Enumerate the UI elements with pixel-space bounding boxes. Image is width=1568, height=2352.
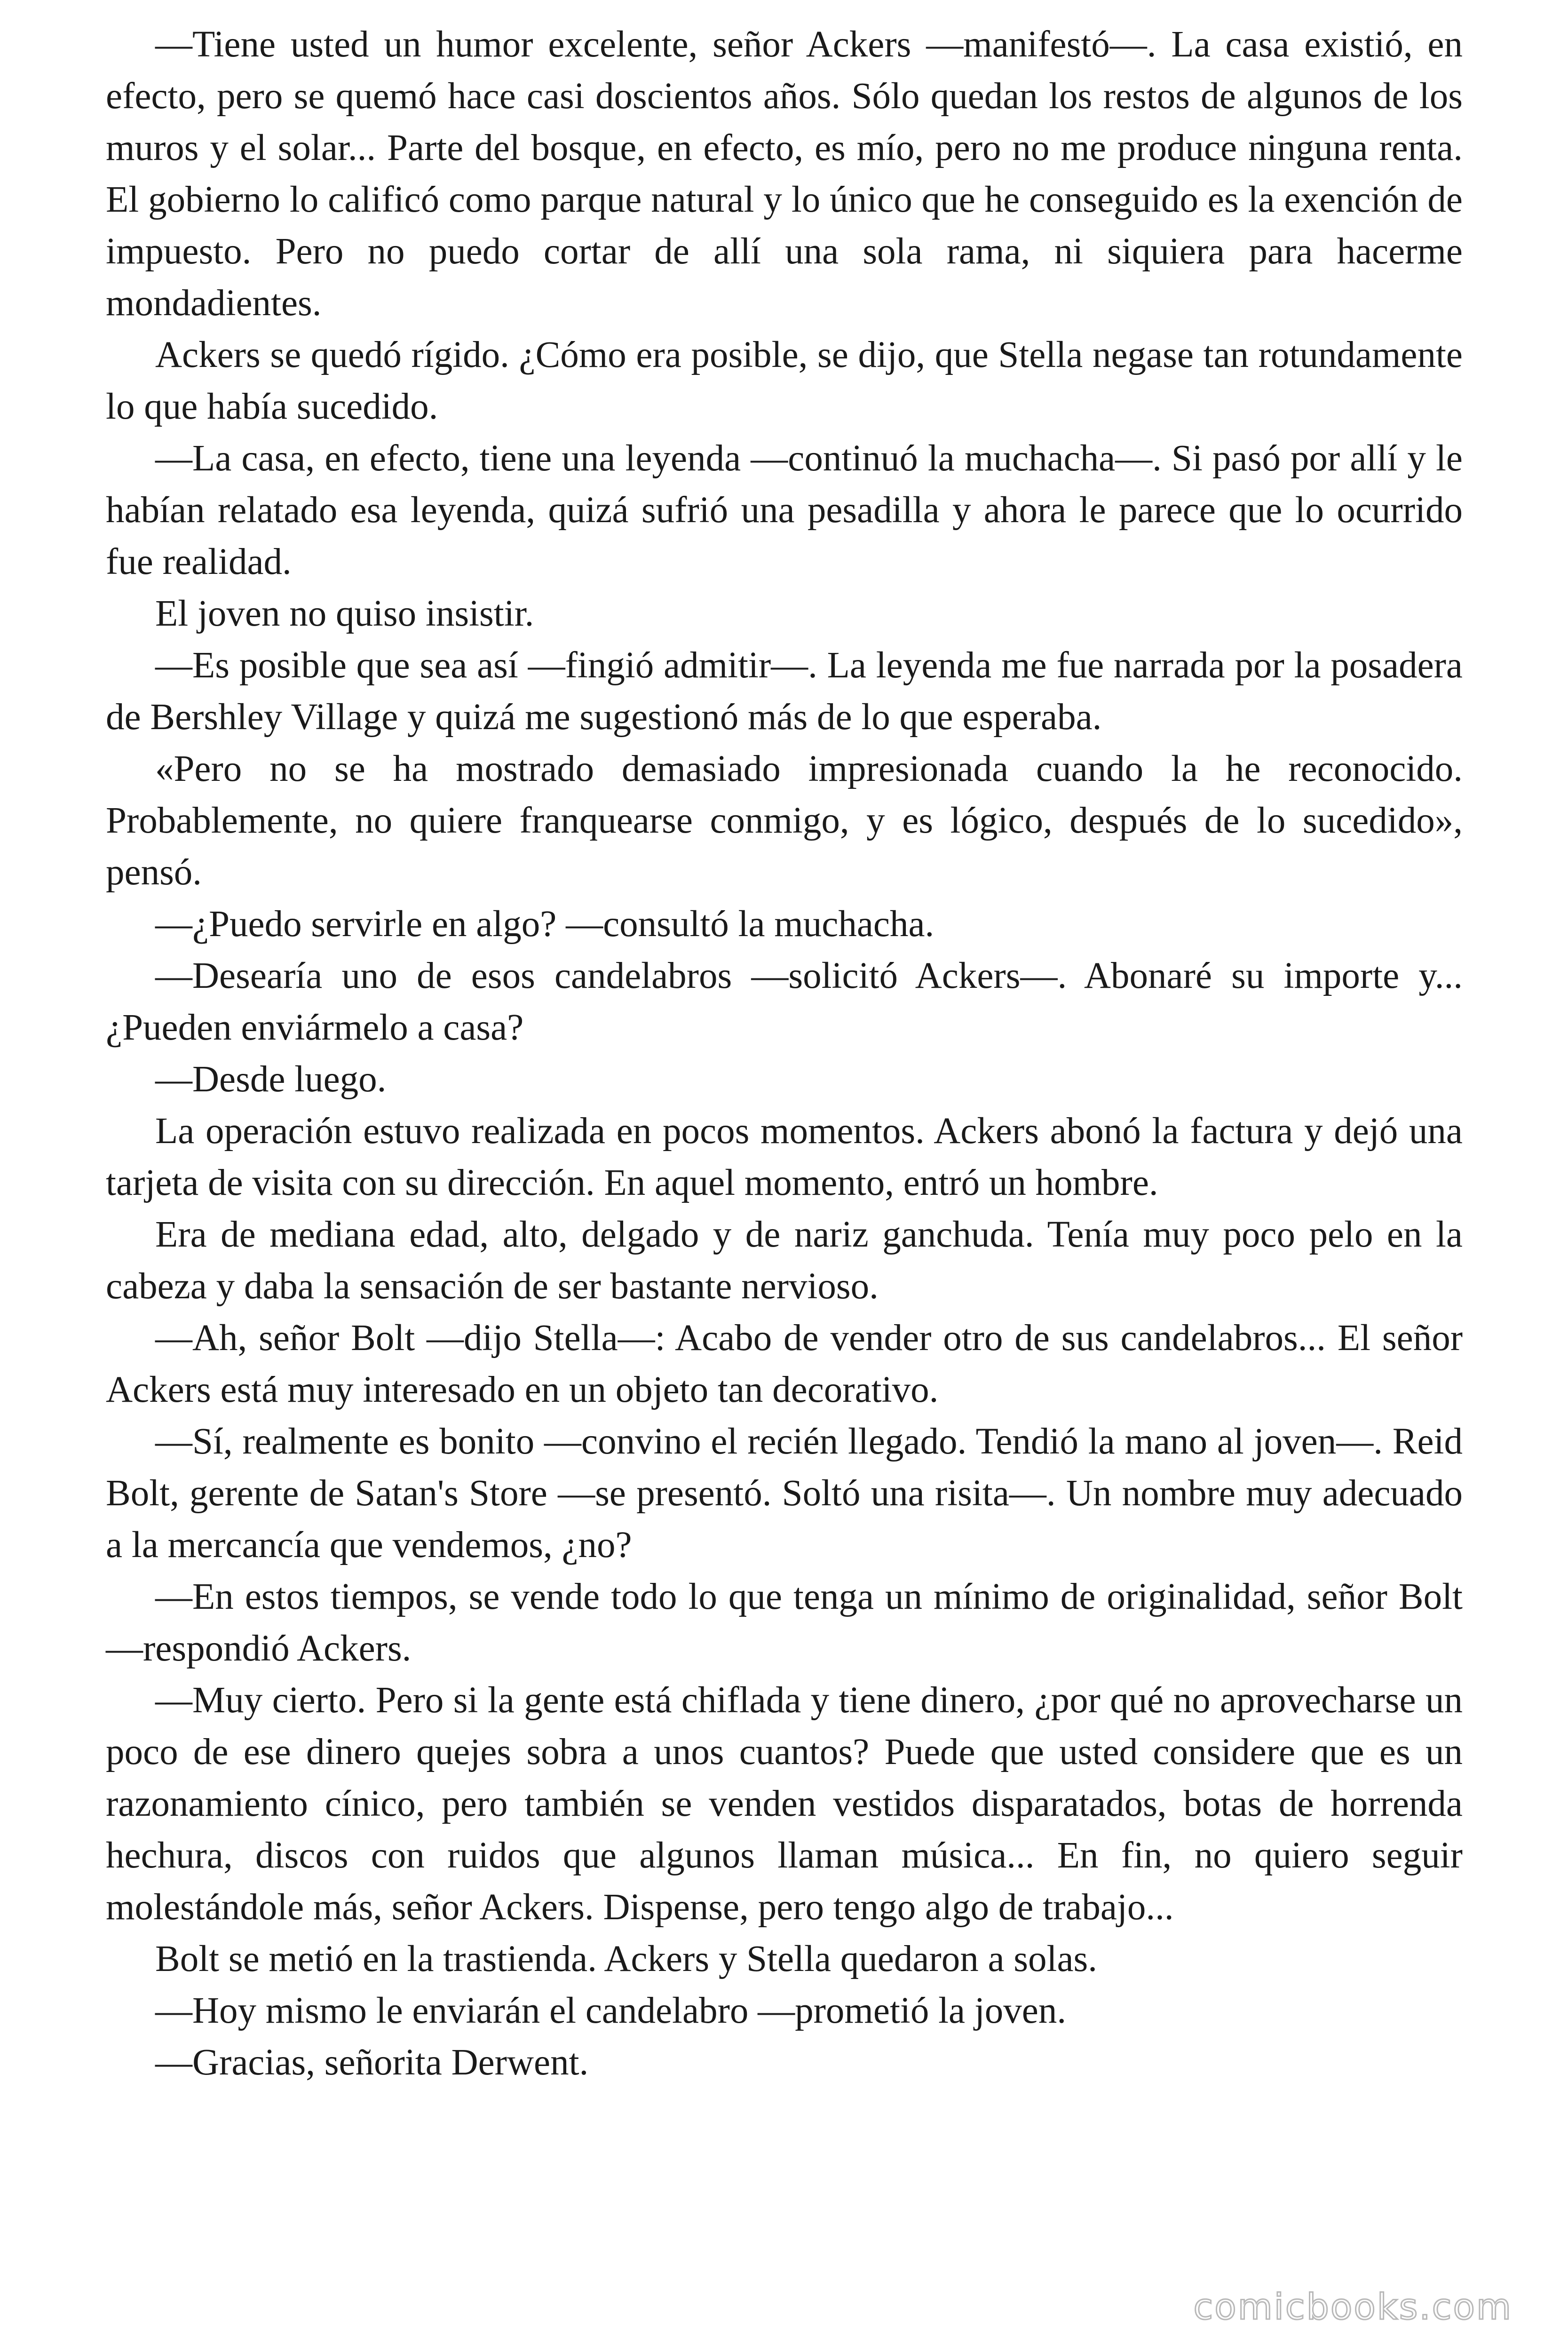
paragraph: Ackers se quedó rígido. ¿Cómo era posible, se dijo, que Stella negase tan rotundamente lo que había sucedido. [106, 334, 1463, 427]
paragraph: Bolt se metió en la trastienda. Ackers y Stella quedaron a solas. [155, 1939, 1098, 1979]
paragraph: —Hoy mismo le enviarán el candelabro —prometió la joven. [155, 1990, 1067, 2031]
paragraph: —Muy cierto. Pero si la gente está chiflada y tiene dinero, ¿por qué no aprovecharse un poco de ese dinero quejes sobra a unos cuantos? Puede que usted considere que es un razonamiento cínico, pero también se venden vestidos disparatados, botas de horrenda hechura, discos con ruidos que algunos llaman música... En fin, no quiero seguir molestándole más, señor Ackers. Dispense, pero tengo algo de trabajo... [106, 1680, 1463, 1928]
paragraph: —Es posible que sea así —fingió admitir—. La leyenda me fue narrada por la posadera de Bershley Village y quizá me sugestionó más de lo que esperaba. [106, 645, 1463, 738]
paragraph: —Desearía uno de esos candelabros —solicitó Ackers—. Abonaré su importe y... ¿Pueden enviármelo a casa? [106, 955, 1463, 1048]
paragraph: —Sí, realmente es bonito —convino el recién llegado. Tendió la mano al joven—. Reid Bolt, gerente de Satan's Store —se presentó. Soltó una risita—. Un nombre muy adecuado a la mercancía que vendemos, ¿no? [106, 1421, 1463, 1565]
paragraph: —¿Puedo servirle en algo? —consultó la muchacha. [155, 904, 934, 945]
paragraph: La operación estuvo realizada en pocos momentos. Ackers abonó la factura y dejó una tarjeta de visita con su dirección. En aquel momento, entró un hombre. [106, 1111, 1463, 1203]
paragraph: —Tiene usted un humor excelente, señor Ackers —manifestó—. La casa existió, en efecto, pero se quemó hace casi doscientos años. Sólo quedan los restos de algunos de los muros y el solar... Parte del bosque, en efecto, es mío, pero no me produce ninguna renta. El gobierno lo calificó como parque natural y lo único que he conseguido es la exención de impuesto. Pero no puedo cortar de allí una sola rama, ni siquiera para hacerme mondadientes. [106, 24, 1463, 324]
watermark: comicbooks.com [1193, 2286, 1513, 2328]
paragraph: Era de mediana edad, alto, delgado y de nariz ganchuda. Tenía muy poco pelo en la cabeza y daba la sensación de ser bastante nervioso. [106, 1214, 1463, 1307]
paragraph: —Gracias, señorita Derwent. [155, 2042, 589, 2083]
paragraph: —Desde luego. [155, 1059, 387, 1100]
paragraph: «Pero no se ha mostrado demasiado impresionada cuando la he reconocido. Probablemente, no quiere franquearse conmigo, y es lógico, después de lo sucedido», pensó. [106, 748, 1463, 893]
paragraph: —En estos tiempos, se vende todo lo que tenga un mínimo de originalidad, señor Bolt —respondió Ackers. [106, 1576, 1463, 1669]
paragraph: —La casa, en efecto, tiene una leyenda —continuó la muchacha—. Si pasó por allí y le habían relatado esa leyenda, quizá sufrió una pesadilla y ahora le parece que lo ocurrido fue realidad. [106, 438, 1463, 582]
text-column [106, 19, 1463, 2089]
paragraph: El joven no quiso insistir. [155, 593, 534, 634]
paragraph: —Ah, señor Bolt —dijo Stella—: Acabo de vender otro de sus candelabros... El señor Ackers está muy interesado en un objeto tan decorativo. [106, 1318, 1463, 1410]
